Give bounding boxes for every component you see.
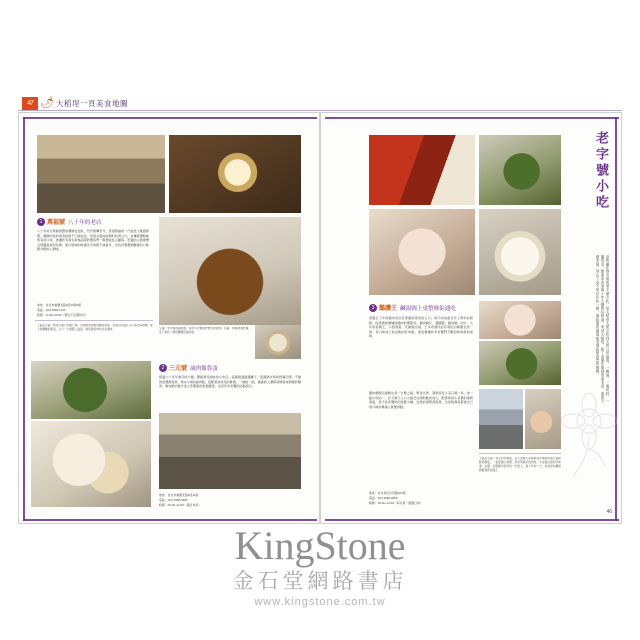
photo-hands-making-food (525, 389, 561, 449)
photo-restaurant-interior-dimsum (37, 135, 165, 213)
map-pin-icon: 3 (369, 304, 377, 312)
watermark-brand: KingStone (234, 523, 406, 568)
photo-vegetable-dish (479, 341, 561, 385)
photo-fishball-soup (479, 209, 561, 295)
photo-steamed-dumpling-small (255, 325, 301, 359)
photo-spring-roll-plate (31, 421, 151, 507)
shop-body-3: 享譽五十年的鵝肉老店有著滿街香氣的入口，每天均為當日早上現宰的新鮮，從清燙到煙燻的鵝肉料理都有，鵝肉胸丈、翅膀腿、鵝肉翅、肉片、九年的香腸王，口感清美、代謝鵝出餐，王永老婆同店有利的白斬雞也是一絕。有口味加上的必點的好肉飯，更是要讓許多老饕們不斷回味的經典美味。 (369, 316, 473, 339)
shop-body-2: 經過六十多年歲月的大變，歷經歲月滄桂的小吃店，從碗碗到路邊攤子，從簡陋木椅到舒適空間，不變的是濃郁香氣、軟Q入味的滷肉飯，搭配著油亮亮的魯蛋，一碗接一碗，滿滿的人潮都是聞香來朝聖的饕客。魯肉飯的魯汁加上蒸籠飯的魚翅羹湯，也是許多老饕的必點組合。 (159, 375, 301, 389)
right-page (320, 112, 622, 524)
shop-heading-1 (37, 217, 102, 226)
shop-phone-2: 電話：(02) 2558-9685 (159, 498, 188, 502)
photo-caption-chef: 上圖及左圖：老店的老闆娘，每天清晨天亮前就到市場挑選當日最新鮮的鵝隻，一隻隻細心處理，堅持用最好的食材，才能做出最好的味道。右圖：老闆親切招呼每一位客人，幾十年如一日，成為街坊鄰居間最熟悉的面孔。 (479, 457, 561, 472)
left-page (18, 112, 320, 524)
photo-bbq-pork-platter (369, 135, 475, 205)
frame-line (23, 117, 25, 521)
photo-caption-left-top: 上圖及左圖：鮮美大蝦仁的蝦仁燒，包裹鮮香新鮮的麵皮的飯，使滷汁的滷汁入口即化與滑嫩，配上熱騰騰的湯品，大口一大碗配上滷蛋，就是最經典老台北滋味。 (37, 324, 153, 331)
shop-heading-2 (159, 363, 218, 372)
map-pin-icon: 1 (37, 218, 45, 226)
section-divider (479, 453, 561, 454)
photo-chef-portrait (479, 389, 523, 449)
photo-sliced-pork (369, 209, 475, 295)
chapter-lead-text: 這些藏在巷弄裡的老字號小吃，是大稻埕人從小吃到大的日常風景。一碗湯、一塊切料、一盤青菜，簡單卻有著幾十年不變的好味道。來到大稻埕，除了逛迪化街採買南北貨、看看古蹟老屋，別忘了坐下來好好吃一頓，讓味蕾認識這座老城區最真實的模樣。 (595, 255, 609, 403)
photo-chopsticks-braised-egg (169, 135, 301, 213)
shop-subtitle: 鹹湯圓上桌整條街通吃 (400, 306, 456, 312)
shop-body-3-cont: 鵝肉粥飯包湯飯也是一日聚之後，單身比著、餐車設包小菜口湯一杯，加一點小杯的一，好天熱天入口大盤及冰凍對歡的迷人，配著和淡小菜都的湯與清爽，是不是老饕吃的這麼少種，在煮的湯與清爽湯，也是熱湯客都會自己的口味的專滿人都懂得點。 (369, 391, 473, 409)
page-header-band (18, 96, 622, 112)
shop-hours-1: 時間：11:30~20:00（賣完不定期休息） (37, 313, 88, 317)
shop-name: 三元號 (169, 366, 188, 372)
shop-name: 鵝讚王 (379, 306, 398, 312)
shop-hours-2: 時間：09:00~21:00（週日休息） (159, 503, 202, 507)
page-number: 46 (606, 509, 612, 515)
shop-address-2: 地址：台北市重慶北路2段11號 (159, 493, 199, 497)
shop-body-1: 八十年前以現做現賣的潤餅皮起家，代代相傳至今，老張無論是一斤面皮大堆頭買賣，潤餅的包料業者批發不已經成為，老張全盤接收期料包得之巧，也傳統潤餅就該有的口味，更讓許多慕名前來品嚐的饕客們一嚐便成為主顧客。吃過的人總會懷念那醬香氣的色澤，原汁原味的味道至今依舊不減當年，也包含著濃郁鹹香的口味跟今樣的人情味。 (37, 229, 149, 252)
shop-name: 萬福號 (47, 220, 66, 226)
section-divider (35, 320, 153, 321)
shop-address-1: 地址：台北市重慶北路2段49巷9號 (37, 303, 82, 307)
chili-pepper-icon: 🌶 (40, 97, 54, 109)
shop-phone-1: 電話：(02) 2556-1244 (37, 308, 66, 312)
watermark-brand-cn: 金石堂網路書店 (232, 569, 408, 593)
shop-address-3: 地址：台北市民生西路203號 (369, 491, 406, 495)
map-pin-icon: 2 (159, 364, 167, 372)
frame-line (23, 117, 317, 119)
photo-greens-side-dish (479, 135, 561, 205)
frame-line (325, 117, 619, 119)
header-title: 大稻埕一頁美食地圖 (56, 99, 128, 108)
header-divider (18, 110, 622, 111)
flower-ornament-icon (559, 393, 619, 483)
photo-shop-seating (159, 413, 301, 489)
shop-subtitle: 八十年的老店 (68, 220, 102, 226)
chapter-chip: 47 (22, 97, 38, 110)
photo-caption-braise: 左圖：老字號的滷肉飯，是許多老饕客們懷念的滋味。右圖：環境清爽舒適，坐下來吃一碗熱騰騰的滷肉飯。 (159, 327, 251, 334)
frame-line (325, 519, 619, 521)
shop-heading-3 (369, 303, 456, 312)
shop-subtitle: 滷肉飯魯蛋 (190, 366, 218, 372)
frame-line (23, 519, 317, 521)
photo-sliced-pork-plate (479, 301, 561, 339)
photo-braised-pork-rice (159, 217, 301, 325)
book-spread (18, 112, 622, 524)
watermark-url: www.kingstone.com.tw (254, 596, 386, 608)
chapter-title: 老字號小吃 (594, 131, 609, 211)
watermark (0, 524, 640, 610)
shop-phone-3: 電話：(02) 2555-0505 (369, 496, 398, 500)
photo-stirfried-greens (31, 361, 151, 419)
shop-hours-3: 時間：10:00~21:00（每月第一個週日休） (369, 501, 423, 505)
